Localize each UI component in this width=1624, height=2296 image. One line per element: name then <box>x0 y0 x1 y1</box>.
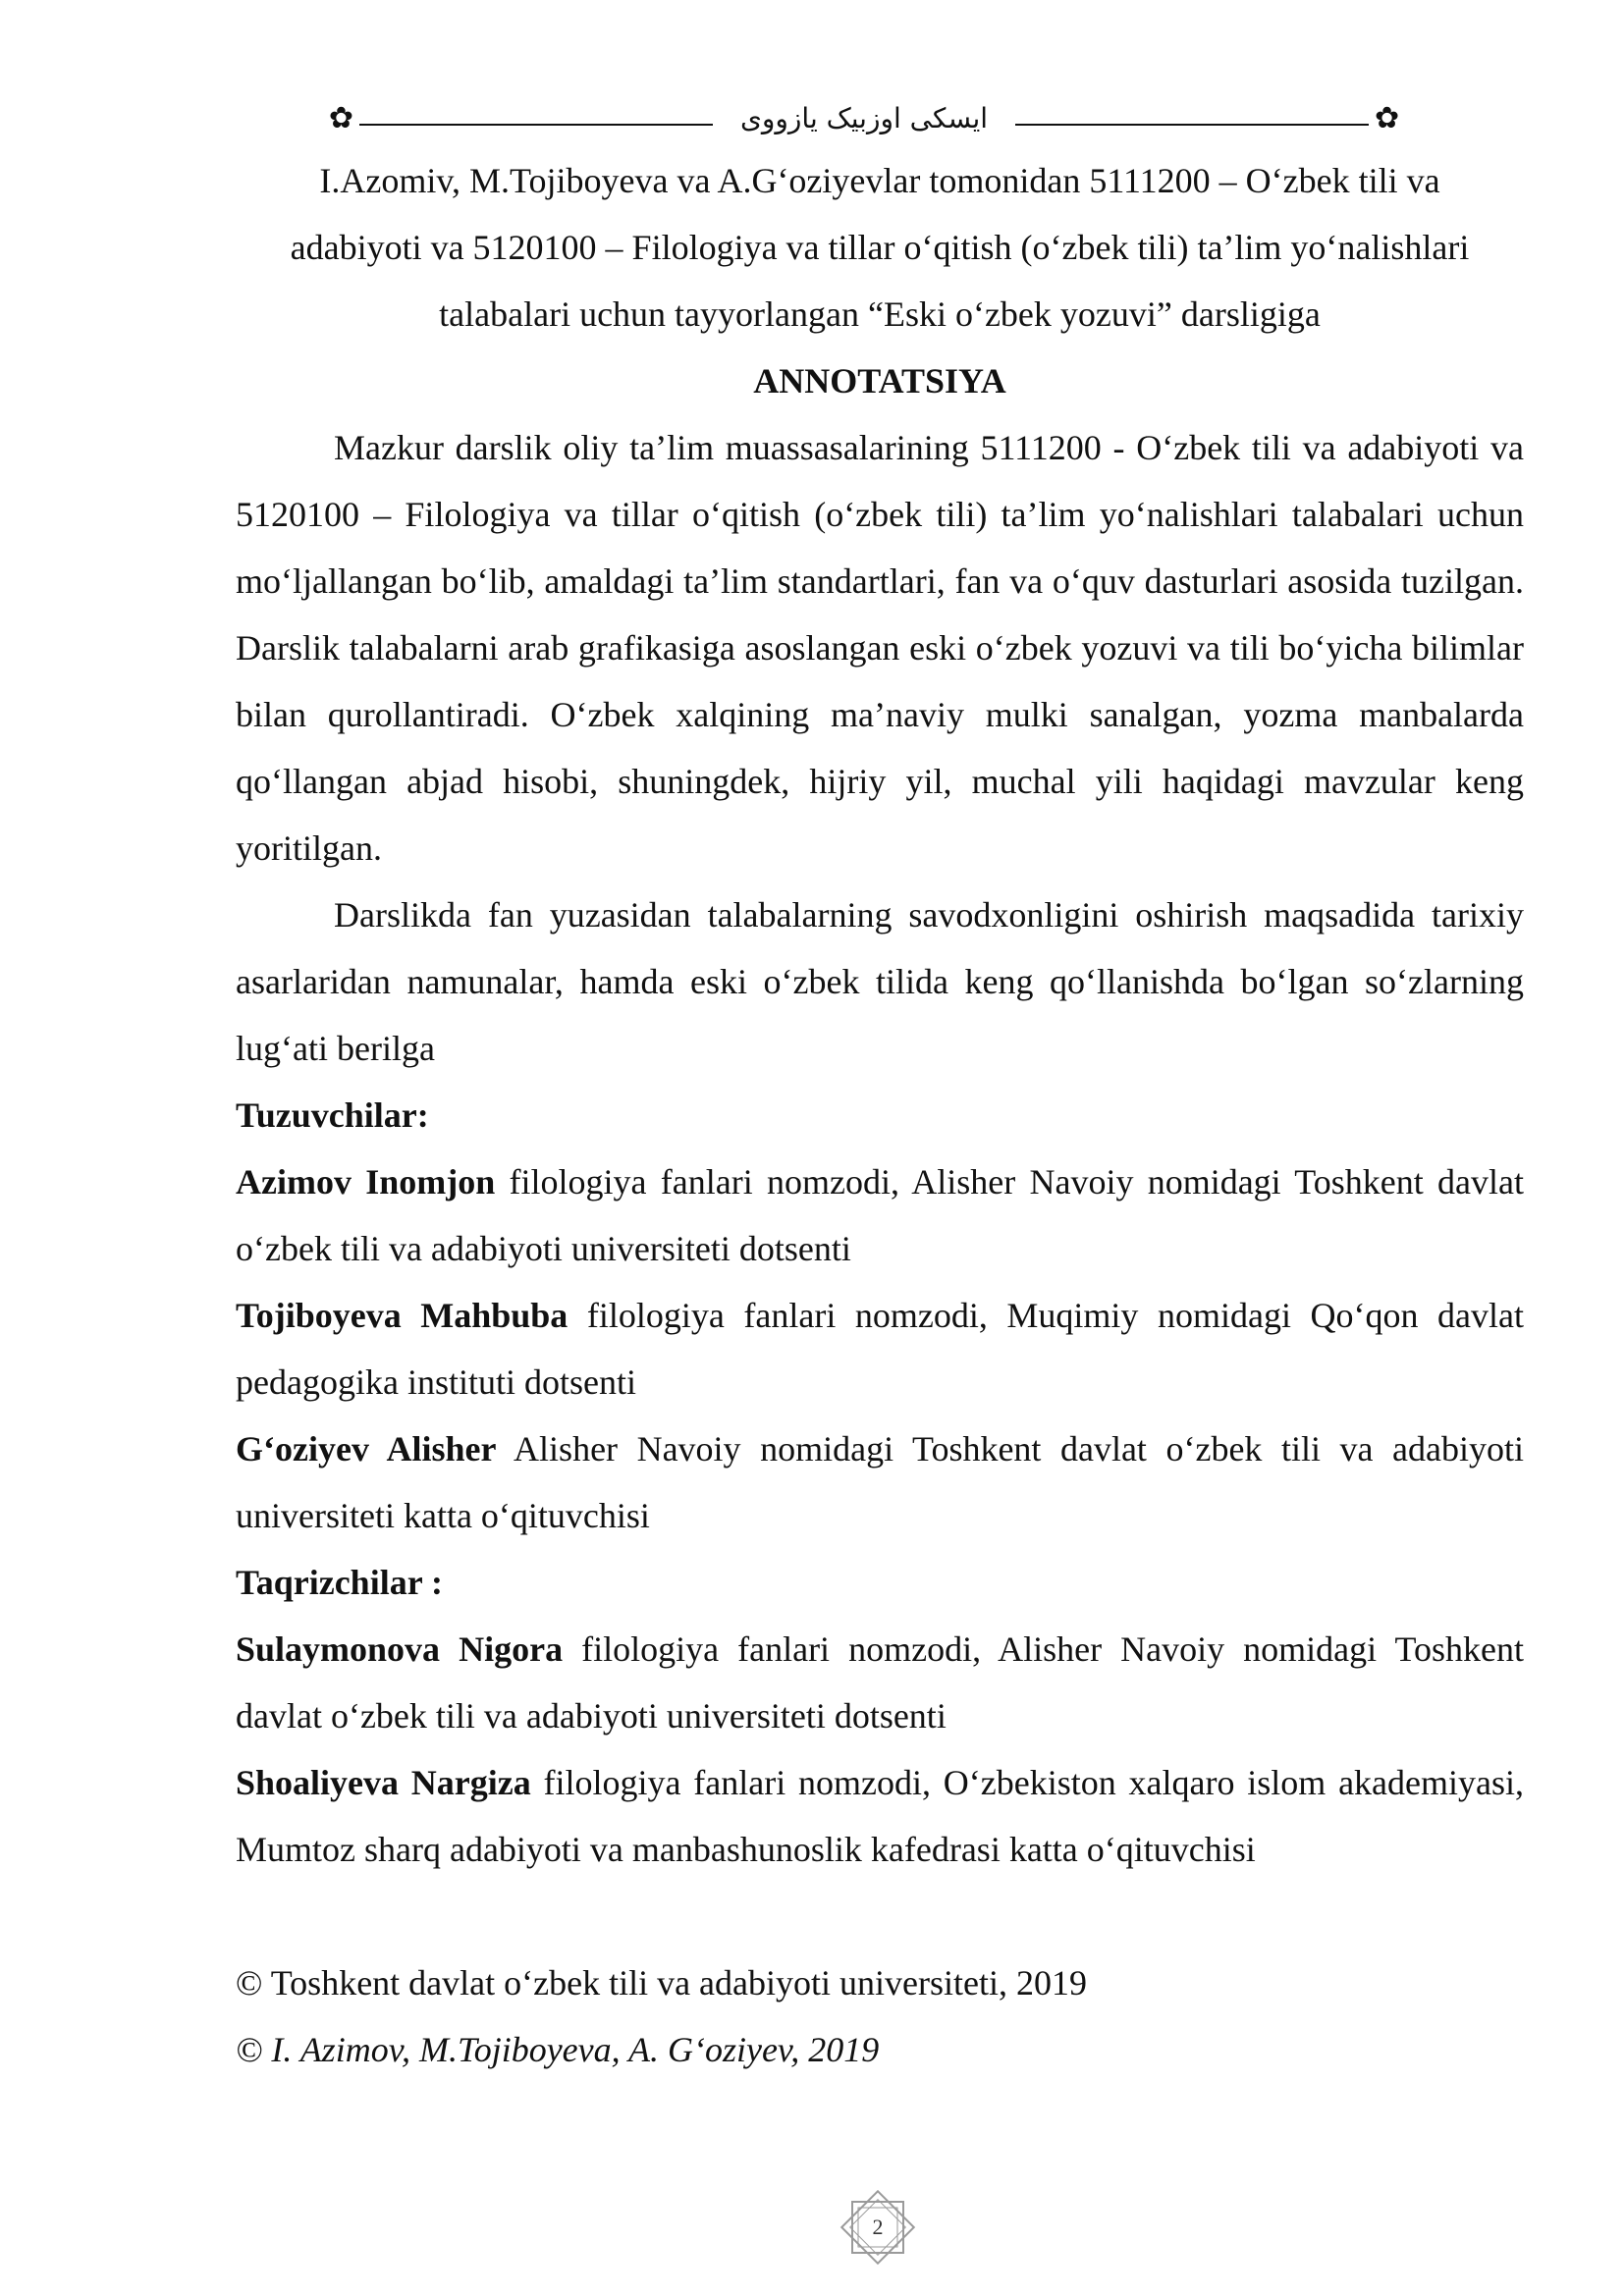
page-number-badge <box>835 2184 921 2270</box>
author-name: Tojiboyeva Mahbuba <box>236 1296 568 1335</box>
page-number: 2 <box>872 2215 884 2239</box>
copyright-university: © Toshkent davlat o‘zbek tili va adabiyoti universiteti, 2019 <box>236 1963 1087 2002</box>
spacer <box>236 1883 1524 1949</box>
author-entry <box>236 1282 1524 1415</box>
reviewers-heading: Taqrizchilar : <box>236 1563 444 1602</box>
intro-block <box>236 147 1524 347</box>
author-desc: Alisher Navoiy nomidagi Toshkent davlat o‘zbek tili va adabiyoti universiteti katta o‘qituvchisi <box>236 1429 1524 1535</box>
annotation-paragraph-2: Darslikda fan yuzasidan talabalarning savodxonligini oshirish maqsadida tarixiy asarlaridan namunalar, hamda eski o‘zbek tilida keng qo‘llanishda bo‘lgan so‘zlarning lug‘ati berilga <box>236 895 1524 1068</box>
document-body <box>236 147 1524 2083</box>
intro-line-1: I.Azomiv, M.Tojiboyeva va A.G‘oziyevlar tomonidan 5111200 – O‘zbek tili va <box>319 161 1440 200</box>
reviewer-desc: filologiya fanlari nomzodi, O‘zbekiston xalqaro islom akademiyasi, Mumtoz sharq adabiyoti va manbashunoslik kafedrasi katta o‘qituvchisi <box>236 1763 1524 1869</box>
author-desc: filologiya fanlari nomzodi, Muqimiy nomidagi Qo‘qon davlat pedagogika instituti dotsenti <box>236 1296 1524 1402</box>
reviewer-name: Shoaliyeva Nargiza <box>236 1763 531 1802</box>
author-name: G‘oziyev Alisher <box>236 1429 497 1468</box>
authors-heading: Tuzuvchilar: <box>236 1095 429 1135</box>
reviewer-entry <box>236 1616 1524 1749</box>
intro-line-2: adabiyoti va 5120100 – Filologiya va tillar o‘qitish (o‘zbek tili) ta’lim yo‘nalishlari <box>290 228 1470 267</box>
author-name: Azimov Inomjon <box>236 1162 496 1201</box>
annotation-paragraph-1: Mazkur darslik oliy ta’lim muassasalarining 5111200 - O‘zbek tili va adabiyoti va 5120100 – Filologiya va tillar o‘qitish (o‘zbek tili) ta’lim yo‘nalishlari talabalari uchun mo‘ljallangan bo‘lib, amaldagi ta’lim standartlari, fan va o‘quv dasturlari asosida tuzilgan. Darslik talabalarni arab grafikasiga asoslangan eski o‘zbek yozuvi va tili bo‘yicha bilimlar bilan qurollantiradi. O‘zbek xalqining ma’naviy mulki sanalgan, yozma manbalarda qo‘llangan abjad hisobi, shuningdek, hijriy yil, muchal yili haqidagi mavzular keng yoritilgan. <box>236 428 1524 868</box>
author-desc: filologiya fanlari nomzodi, Alisher Navoiy nomidagi Toshkent davlat o‘zbek tili va adabiyoti universiteti dotsenti <box>236 1162 1524 1268</box>
reviewer-name: Sulaymonova Nigora <box>236 1629 564 1669</box>
page-header <box>324 98 1404 137</box>
header-rule-left <box>359 124 713 126</box>
ornament-right-icon: ✿ <box>1375 100 1400 135</box>
author-entry <box>236 1148 1524 1282</box>
reviewer-entry <box>236 1749 1524 1883</box>
ornament-left-icon: ✿ <box>328 100 353 135</box>
annotation-title: ANNOTATSIYA <box>753 361 1006 400</box>
header-title: ایسکی اوزبیک یازووی <box>739 101 989 134</box>
intro-line-3: talabalari uchun tayyorlangan “Eski o‘zbek yozuvi” darsligiga <box>439 294 1321 334</box>
author-entry <box>236 1415 1524 1549</box>
reviewer-desc: filologiya fanlari nomzodi, Alisher Navoiy nomidagi Toshkent davlat o‘zbek tili va adabiyoti universiteti dotsenti <box>236 1629 1524 1735</box>
copyright-authors: © I. Azimov, M.Tojiboyeva, A. G‘oziyev, 2019 <box>236 2030 880 2069</box>
header-rule-right <box>1015 124 1369 126</box>
